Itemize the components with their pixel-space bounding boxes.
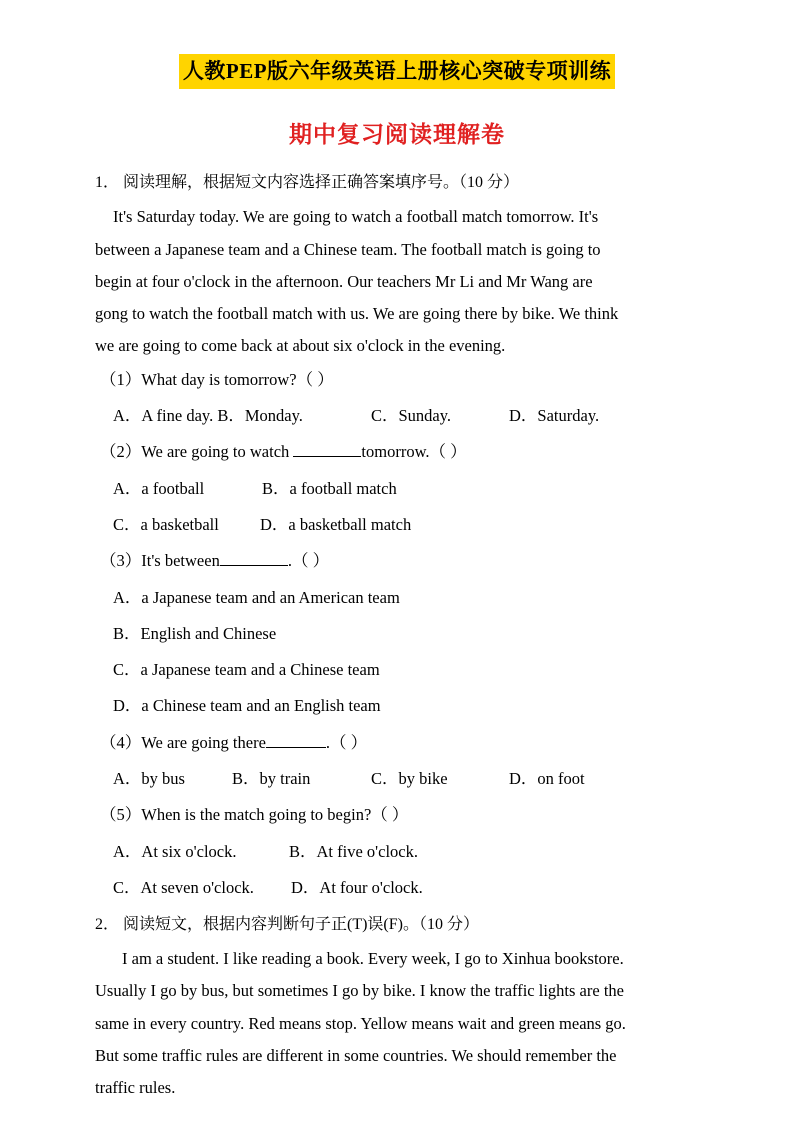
q1-item3-option: D．a Chinese team and an English team (113, 696, 381, 715)
q1-instruction: 1． 阅读理解，根据短文内容选择正确答案填序号。（10 分） (95, 174, 520, 191)
stem-text: （2）We are going to watch (100, 442, 294, 461)
q1-passage-line: It's Saturday today. We are going to watch a football match tomorrow. It's (113, 207, 599, 226)
worksheet-title: 人教PEP版六年级英语上册核心突破专项训练 (179, 54, 615, 89)
q1-item1-stem: （1）What day is tomorrow?（ ） (100, 370, 334, 389)
q1-item2-stem (100, 441, 467, 463)
q1-item3-option: B．English and Chinese (113, 624, 277, 643)
answer-blank (293, 442, 361, 457)
q1-item5-stem: （5）When is the match going to begin?（ ） (100, 805, 409, 824)
q1-item3-option: C．a Japanese team and a Chinese team (113, 660, 380, 679)
stem-text: tomorrow.（ ） (361, 442, 467, 461)
q2-passage-line: I am a student. I like reading a book. Every week, I go to Xinhua bookstore. (122, 949, 624, 968)
q1-item2-option: D．a basketball match (260, 515, 412, 534)
q1-passage-line: gong to watch the football match with us. We are going there by bike. We think (95, 304, 619, 323)
q1-item5-option: D．At four o'clock. (291, 878, 423, 897)
q2-instruction: 2． 阅读短文，根据内容判断句子正(T)误(F)。（10 分） (95, 916, 479, 933)
q1-item3-option: A．a Japanese team and an American team (113, 588, 400, 607)
q1-item4-option: B．by train (232, 769, 311, 788)
q1-passage-line: begin at four o'clock in the afternoon. Our teachers Mr Li and Mr Wang are (95, 272, 593, 291)
stem-text: （3）It's between (100, 551, 220, 570)
answer-blank (220, 551, 288, 566)
q1-item4-option: A．by bus (113, 769, 185, 788)
stem-text: .（ ） (287, 551, 330, 570)
q1-passage-line: between a Japanese team and a Chinese team. The football match is going to (95, 240, 601, 259)
q2-passage-line: same in every country. Red means stop. Yellow means wait and green means go. (95, 1014, 626, 1033)
q2-passage-line: Usually I go by bus, but sometimes I go by bike. I know the traffic lights are the (95, 981, 624, 1000)
q1-item2-option: A．a football (113, 479, 205, 498)
stem-text: .（ ） (325, 733, 368, 752)
q1-item4-option: C．by bike (371, 769, 448, 788)
stem-text: （4）We are going there (100, 733, 266, 752)
q1-item5-option: A．At six o'clock. (113, 842, 237, 861)
title-banner (0, 54, 794, 89)
answer-blank (266, 733, 326, 748)
q1-item1-option: D．Saturday. (509, 406, 600, 425)
q1-item2-option: C．a basketball (113, 515, 219, 534)
q1-item5-option: C．At seven o'clock. (113, 878, 254, 897)
q1-item4-option: D．on foot (509, 769, 585, 788)
q1-item3-stem (100, 550, 329, 572)
q1-item5-option: B．At five o'clock. (289, 842, 418, 861)
q2-passage-line: traffic rules. (95, 1078, 176, 1097)
q2-passage-line: But some traffic rules are different in some countries. We should remember the (95, 1046, 617, 1065)
q1-passage-line: we are going to come back at about six o'clock in the evening. (95, 336, 506, 355)
worksheet-subtitle: 期中复习阅读理解卷 (289, 122, 505, 147)
q1-item1-option: A．A fine day. B．Monday. (113, 406, 303, 425)
q1-item2-option: B．a football match (262, 479, 397, 498)
q1-item1-option: C．Sunday. (371, 406, 452, 425)
q1-item4-stem (100, 732, 367, 754)
